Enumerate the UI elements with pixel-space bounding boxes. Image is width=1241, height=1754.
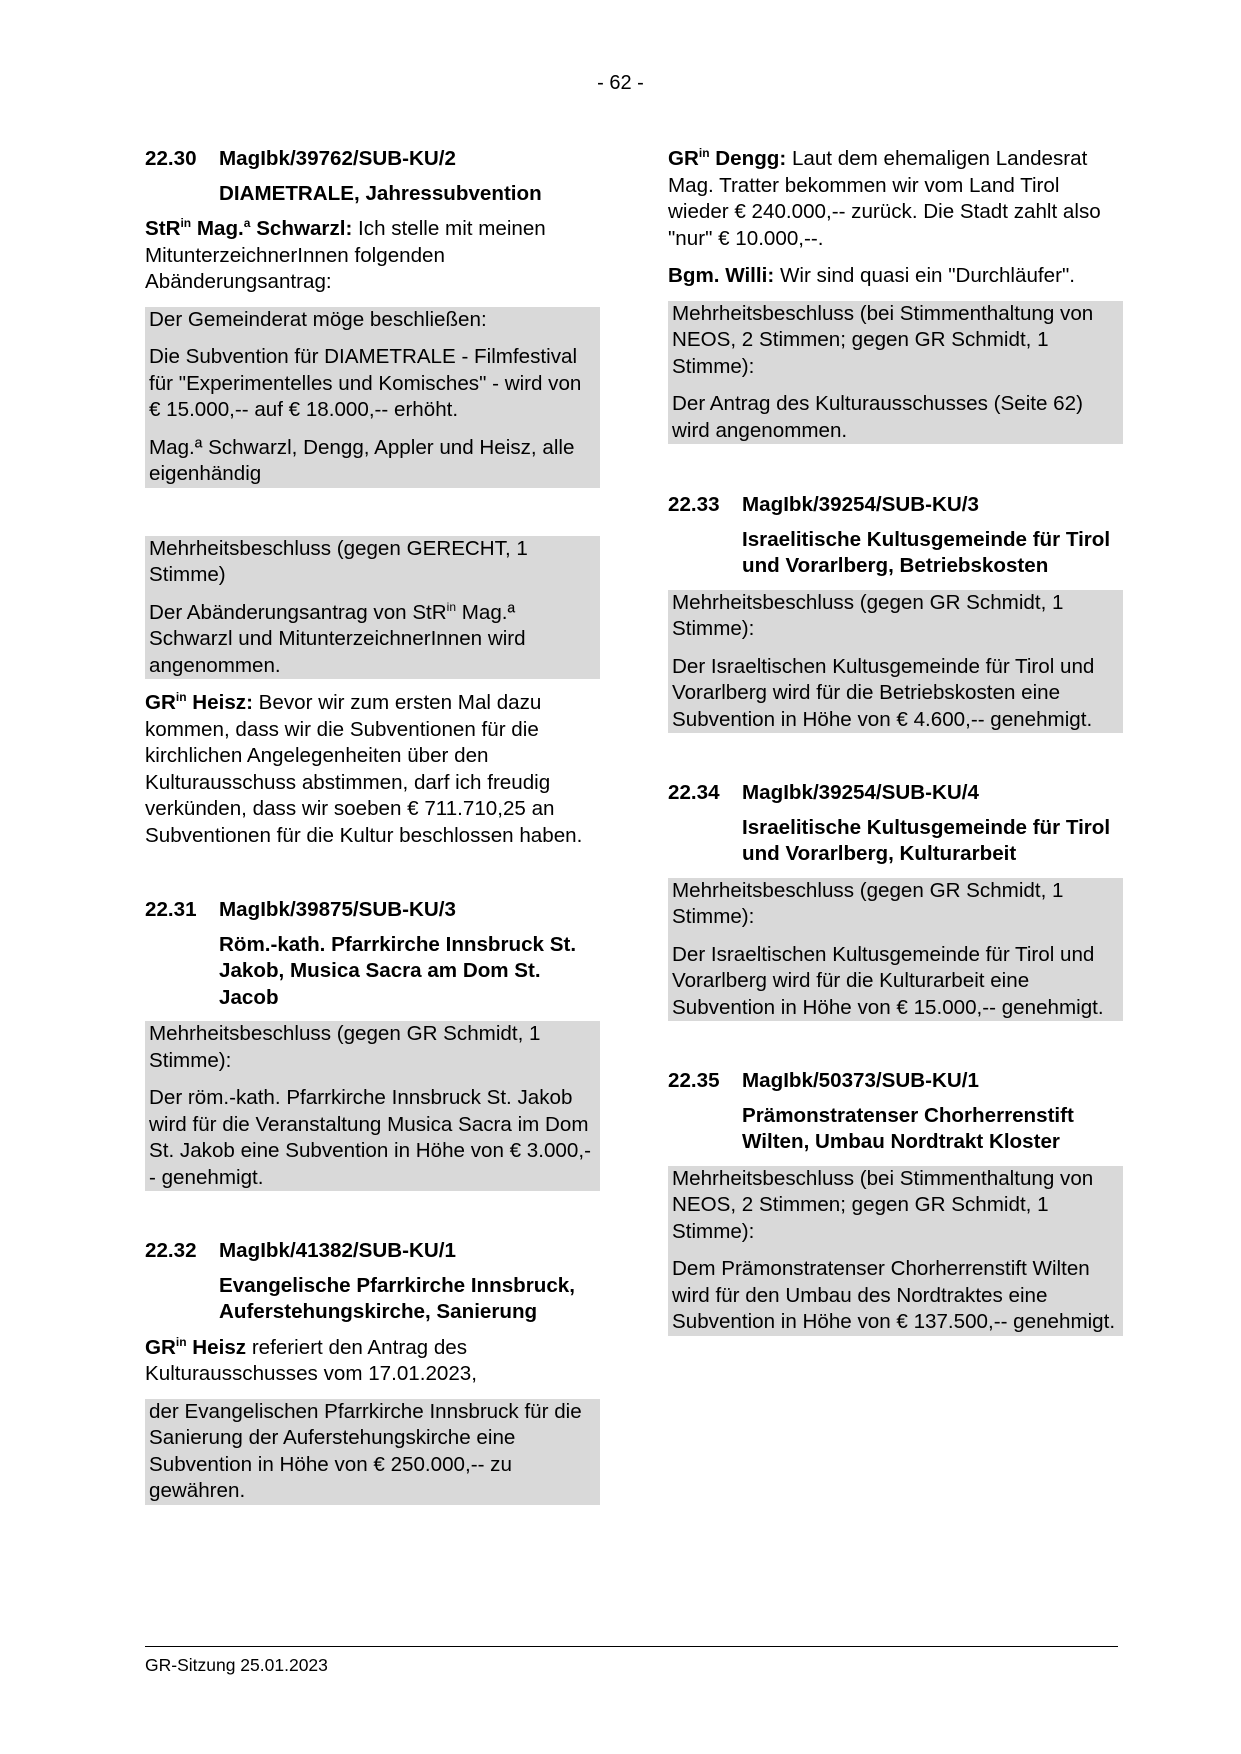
- section-title: Israelitische Kultusgemeinde für Tirol und Vorarlberg, Kulturarbeit: [742, 815, 1111, 865]
- section-code: MagIbk/39254/SUB-KU/4: [742, 781, 979, 804]
- section-22-30-heading: [145, 146, 600, 173]
- resolution-text: Mehrheitsbeschluss (bei Stimmenthaltung von NEOS, 2 Stimmen; gegen GR Schmidt, 1 Stimme):: [672, 301, 1094, 378]
- amendment-line: Die Subvention für DIAMETRALE - Filmfestival für "Experimentelles und Komisches" - wird von € 15.000,-- auf € 18.000,-- erhöht.: [149, 345, 582, 421]
- resolution-text: Mehrheitsbeschluss (gegen GR Schmidt, 1 Stimme):: [672, 590, 1064, 640]
- section-code: MagIbk/39254/SUB-KU/3: [742, 493, 979, 516]
- section-number: 22.31: [145, 898, 197, 921]
- left-column: [145, 146, 600, 1505]
- resolution-box: [668, 1166, 1123, 1336]
- resolution-text: Der Israeltischen Kultusgemeinde für Tirol und Vorarlberg wird für die Betriebskosten eine Subvention in Höhe von € 4.600,-- genehmigt.: [672, 654, 1095, 731]
- resolution-text: Der Antrag des Kulturausschusses (Seite 62) wird angenommen.: [672, 392, 1083, 442]
- section-22-34-heading: [668, 780, 1123, 807]
- footer-divider: [145, 1646, 1118, 1647]
- section-22-35-heading: [668, 1068, 1123, 1095]
- section-code: MagIbk/50373/SUB-KU/1: [742, 1069, 979, 1092]
- section-number: 22.34: [668, 781, 720, 804]
- section-22-31-heading: [145, 897, 600, 924]
- section-title: Evangelische Pfarrkirche Innsbruck, Auferstehungskirche, Sanierung: [219, 1273, 575, 1323]
- resolution-box: [668, 301, 1123, 445]
- resolution-text: Der Israeltischen Kultusgemeinde für Tirol und Vorarlberg wird für die Kulturarbeit eine Subvention in Höhe von € 15.000,-- genehmigt.: [672, 942, 1104, 1019]
- speaker-statement-schwarzl: StR$^{in}$ Mag.$^a$ Schwarzl: Ich stelle mit meinen MitunterzeichnerInnen folgenden Abänderungsantrag:: [145, 216, 546, 293]
- resolution-text: Mehrheitsbeschluss (gegen GR Schmidt, 1 Stimme):: [149, 1022, 541, 1072]
- speaker-statement-heisz: $GR^{in}$ Heisz: Bevor wir zum ersten Mal dazu kommen, dass wir die Subventionen für die kirchlichen Angelegenheiten über den Kulturausschuss abstimmen, darf ich freudig verkünden, dass wir soeben € 711.710,25 an Subventionen für die Kultur beschlossen haben.: [145, 690, 583, 847]
- section-number: 22.32: [145, 1239, 197, 1262]
- resolution-box: [145, 1021, 600, 1191]
- amendment-line: Der Gemeinderat möge beschließen:: [149, 307, 487, 331]
- resolution-text: Mehrheitsbeschluss (gegen GERECHT, 1 Stimme): [149, 536, 528, 586]
- section-code: MagIbk/41382/SUB-KU/1: [219, 1239, 456, 1262]
- resolution-box: [668, 878, 1123, 1022]
- resolution-text: Mehrheitsbeschluss (gegen GR Schmidt, 1 Stimme):: [672, 878, 1064, 928]
- page-number: - 62 -: [597, 72, 644, 94]
- section-22-32-heading: [145, 1238, 600, 1265]
- amendment-line: Mag.ª Schwarzl, Dengg, Appler und Heisz, alle eigenhändig: [149, 435, 575, 485]
- section-code: MagIbk/39762/SUB-KU/2: [219, 147, 456, 170]
- section-title: Israelitische Kultusgemeinde für Tirol und Vorarlberg, Betriebskosten: [742, 527, 1111, 577]
- resolution-text: Mehrheitsbeschluss (bei Stimmenthaltung von NEOS, 2 Stimmen; gegen GR Schmidt, 1 Stimme):: [672, 1166, 1094, 1243]
- section-code: MagIbk/39875/SUB-KU/3: [219, 898, 456, 921]
- amendment-box: [145, 307, 600, 488]
- section-title: Röm.-kath. Pfarrkirche Innsbruck St. Jakob, Musica Sacra am Dom St. Jacob: [219, 932, 577, 1009]
- resolution-text: Der Abänderungsantrag von StR$^{in}$ Mag.ª Schwarzl und MitunterzeichnerInnen wird angenommen.: [149, 599, 526, 677]
- motion-box: [145, 1399, 600, 1505]
- section-title: DIAMETRALE, Jahressubvention: [219, 181, 542, 205]
- section-number: 22.33: [668, 493, 720, 516]
- speaker-statement-willi: Bgm. Willi: Wir sind quasi ein "Durchläufer".: [668, 264, 1075, 287]
- speaker-statement-dengg: $GR^{in}$ Dengg: Laut dem ehemaligen Landesrat Mag. Tratter bekommen wir vom Land Tirol wieder € 240.000,-- zurück. Die Stadt zahlt also "nur" € 10.000,--.: [668, 146, 1101, 250]
- resolution-text: Der röm.-kath. Pfarrkirche Innsbruck St. Jakob wird für die Veranstaltung Musica Sacra im Dom St. Jakob eine Subvention in Höhe von € 3.000,-- genehmigt.: [149, 1086, 591, 1189]
- speaker-statement-heisz-report: $GR^{in}$ Heisz referiert den Antrag des Kulturausschusses vom 17.01.2023,: [145, 1334, 477, 1385]
- resolution-text: Dem Prämonstratenser Chorherrenstift Wilten wird für den Umbau des Nordtraktes eine Subvention in Höhe von € 137.500,-- genehmigt.: [672, 1257, 1116, 1333]
- resolution-box: [668, 590, 1123, 734]
- footer-session-date: GR-Sitzung 25.01.2023: [145, 1655, 328, 1675]
- section-number: 22.35: [668, 1069, 720, 1092]
- right-column: [668, 146, 1123, 1336]
- resolution-box: [145, 536, 600, 680]
- section-22-33-heading: [668, 492, 1123, 519]
- section-number: 22.30: [145, 147, 197, 170]
- section-title: Prämonstratenser Chorherrenstift Wilten, Umbau Nordtrakt Kloster: [742, 1103, 1074, 1153]
- motion-text: der Evangelischen Pfarrkirche Innsbruck für die Sanierung der Auferstehungskirche eine Subvention in Höhe von € 250.000,-- zu gewähren.: [149, 1399, 582, 1502]
